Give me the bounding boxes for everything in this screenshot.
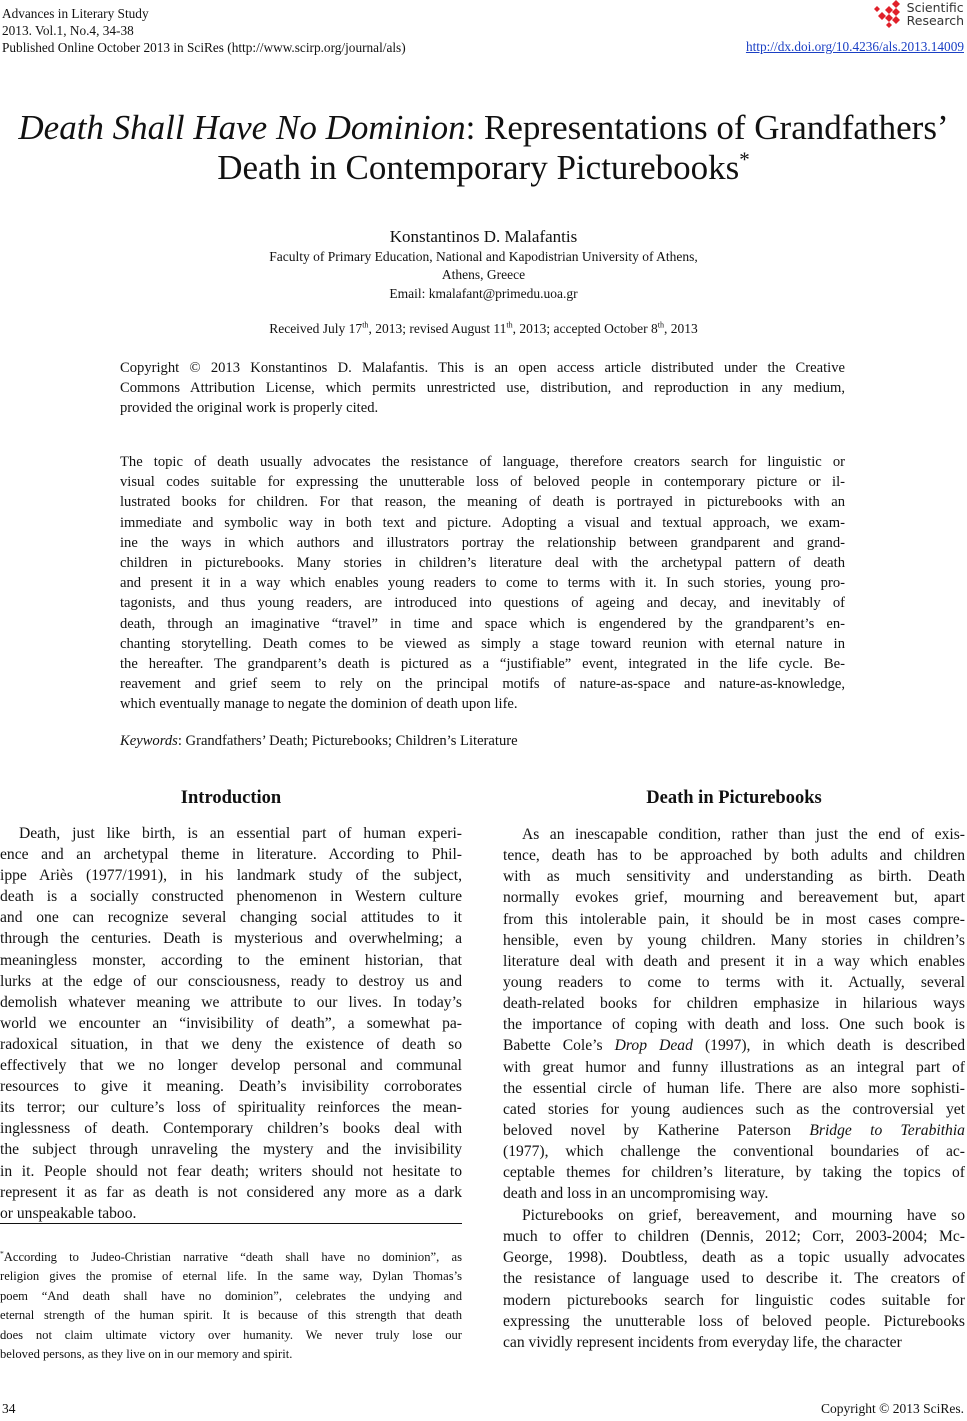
text-segment: cated stories for young audiences such as the controversial yet: [503, 1100, 965, 1118]
text-line: [503, 1290, 965, 1311]
text-line: [0, 1076, 462, 1097]
text-segment: ine the ways in which authors and illustrators portray the relationship between grandparent and grand-: [120, 534, 845, 551]
text-line: [120, 452, 845, 472]
text-segment: children in picturebooks. Many stories in children’s literature deal with the archetypal pattern of death: [120, 554, 845, 571]
text-segment: and present it in a way which enables young readers to come to terms with it. In such stories, young pro-: [120, 575, 845, 592]
text-segment: the subject through unraveling the mystery and the invisibility: [0, 1141, 462, 1159]
text-line: [503, 1141, 965, 1162]
text-segment: death is a socially constructed phenomenon in Western culture: [0, 888, 462, 906]
text-segment: the resistance of language used to describe it. The creators of: [503, 1270, 965, 1288]
text-line: [503, 824, 965, 845]
title-line2-text: Death in Contemporary Picturebooks: [217, 148, 740, 187]
book-title: Drop Dead: [614, 1037, 693, 1055]
text-segment: tence, death has to be approached by both adults and children: [503, 847, 965, 865]
title-rest: : Representations of Grandfathers’: [465, 108, 949, 147]
text-line: [0, 971, 462, 992]
text-segment: ippe Ariès (1977/1991), in his landmark study of the subject,: [0, 867, 462, 885]
text-segment: the essential circle of human life. There are also more sophisti-: [503, 1079, 965, 1097]
text-segment: does not claim ultimate victory over humanity. We never truly lose our: [0, 1327, 462, 1342]
text-line: [0, 1013, 462, 1034]
text-segment: According to Judeo-Christian narrative “death shall have no dominion”, as: [3, 1250, 462, 1264]
text-segment: Copyright © 2013 Konstantinos D. Malafantis. This is an open access article distributed under the Creative: [120, 360, 845, 376]
text-line: [0, 1161, 462, 1182]
published-online: Published Online October 2013 in SciRes (http://www.scirp.org/journal/als): [2, 40, 406, 55]
text-segment: Picturebooks on grief, bereavement, and mourning have so: [522, 1207, 965, 1224]
footer-copyright: Copyright © 2013 SciRes.: [820, 1401, 964, 1416]
paper-title-line2: [0, 148, 967, 188]
publisher-logo: [874, 0, 964, 28]
text-segment: ence and an archetypal theme in literature. According to Phil-: [0, 846, 462, 864]
text-segment: and one can recognize several changing social attitudes to it: [0, 909, 462, 927]
text-segment: beloved persons, as they live on in our memory and spirit.: [0, 1346, 293, 1361]
text-line: [0, 844, 462, 865]
text-line: [120, 513, 845, 533]
text-line: [120, 492, 845, 512]
accepted-text: , 2013; accepted October 8: [512, 321, 658, 336]
title-footnote-mark: *: [739, 147, 750, 172]
footnote: [0, 1248, 462, 1364]
text-line: [120, 634, 845, 654]
text-line: [0, 928, 462, 949]
paper-title-line1: [0, 108, 967, 148]
heading-death-in-picturebooks: Death in Picturebooks: [646, 788, 822, 808]
text-segment: reavement and grief seem to rely on the principal motifs of nature-as-space and nature-as-knowledge,: [120, 676, 845, 693]
text-segment: death, through an imaginative “travel” in time and space which is engendered by the grandparent’s en-: [120, 615, 845, 632]
author-name: Konstantinos D. Malafantis: [389, 227, 578, 246]
text-segment: death and loss in an uncompromising way.: [503, 1185, 769, 1203]
text-segment: Babette Cole’s: [503, 1037, 615, 1055]
text-line: [503, 1247, 965, 1268]
text-segment: much to offer to children (Dennis, 2012; Corr, 2003-2004; Mc-: [503, 1228, 965, 1246]
death-section-paragraph-2: [503, 1205, 965, 1353]
text-line: [0, 1326, 462, 1345]
text-segment: poem “And death shall have no dominion”, celebrates the undying and: [0, 1288, 462, 1303]
text-line: [0, 886, 462, 907]
text-segment: provided the original work is properly cited.: [120, 400, 379, 416]
text-segment: effectively that we no longer develop personal and communal: [0, 1057, 462, 1075]
revised-text: , 2013; revised August 11: [368, 321, 507, 336]
text-line: [503, 1035, 965, 1056]
affiliation-city: Athens, Greece: [441, 267, 526, 282]
text-line: [0, 1345, 462, 1364]
text-line: [0, 1182, 462, 1203]
text-line: [120, 553, 845, 573]
text-segment: can vividly represent incidents from everyday life, the character: [503, 1333, 902, 1351]
text-segment: chanting storytelling. Death comes to be viewed as simply a stage toward reunion with eternal nature in: [120, 635, 845, 652]
text-line: [0, 992, 462, 1013]
keywords-text: : Grandfathers’ Death; Picturebooks; Children’s Literature: [177, 733, 518, 749]
logo-text-scientific: Scientific: [906, 0, 964, 15]
text-line: [120, 472, 845, 492]
heading-introduction: Introduction: [180, 788, 282, 808]
text-line: [0, 1055, 462, 1076]
ordinal: th: [362, 320, 369, 330]
text-line: [503, 866, 965, 887]
text-segment: eternal strength of the human spirit. It is because of this strength that death: [0, 1308, 462, 1323]
text-line: [503, 1162, 965, 1183]
ordinal: th: [657, 320, 665, 330]
text-segment: The topic of death usually advocates the resistance of language, therefore creators search for linguistic or: [120, 454, 845, 470]
text-segment: meaningless monster, according to the eminent historian, that: [0, 951, 462, 969]
text-segment: world we encounter an “invisibility of death”, a somewhat pa-: [0, 1014, 462, 1032]
footnote-divider: [0, 1223, 462, 1224]
text-segment: with great humor and funny illustrations as an integral part of: [503, 1058, 965, 1076]
text-line: [503, 909, 965, 930]
text-line: [0, 1139, 462, 1160]
keywords: [120, 733, 518, 750]
text-line: [0, 907, 462, 928]
text-line: [503, 1099, 965, 1120]
text-segment: George, 1998). Doubtless, death as a topic usually advocates: [503, 1249, 965, 1267]
text-line: [120, 593, 845, 613]
text-segment: ceptable themes for children’s literature, by taking the topics of: [503, 1164, 965, 1182]
text-line: [503, 1311, 965, 1332]
text-segment: from this intolerable pain, it should be in most cases compre-: [503, 910, 965, 928]
text-segment: with as much sensitivity and understanding as birth. Death: [503, 868, 965, 886]
text-line: [503, 1268, 965, 1289]
text-segment: expressing the unutterable loss of beloved people. Picturebooks: [503, 1312, 965, 1330]
author-email: Email: kmalafant@primedu.uoa.gr: [389, 286, 578, 301]
text-segment: through the centuries. Death is mysterious and overwhelming; a: [0, 930, 462, 948]
text-segment: Death, just like birth, is an essential part of human experi-: [19, 825, 462, 842]
text-line: [503, 1078, 965, 1099]
doi-link[interactable]: http://dx.doi.org/10.4236/als.2013.14009: [745, 39, 964, 54]
text-line: [120, 398, 845, 418]
text-segment: (1977), which challenge the conventional boundaries of ac-: [503, 1143, 965, 1161]
ordinal: th: [506, 320, 513, 330]
text-line: [503, 951, 965, 972]
text-line: [0, 1248, 462, 1267]
affiliation: Faculty of Primary Education, National and Kapodistrian University of Athens,: [269, 249, 698, 264]
text-segment: literature deal with death and present it in a way which enables: [503, 952, 965, 970]
text-line: [503, 1014, 965, 1035]
text-line: [503, 1205, 965, 1226]
text-segment: Commons Attribution License, which permits unrestricted use, distribution, and reproduction in any medium,: [120, 380, 845, 396]
text-line: [0, 1118, 462, 1139]
text-line: [0, 1034, 462, 1055]
text-segment: beloved novel by Katherine Paterson: [503, 1121, 810, 1139]
text-segment: inglessness of death. Contemporary children’s books deal with: [0, 1120, 462, 1138]
text-line: [0, 1203, 462, 1224]
text-line: [503, 845, 965, 866]
copyright-notice: [120, 358, 845, 418]
journal-volume: 2013. Vol.1, No.4, 34-38: [2, 23, 134, 38]
keywords-label: Keywords: [120, 733, 178, 749]
text-segment: resources to give it meaning. Death’s invisibility corroborates: [0, 1078, 462, 1096]
text-segment: represent it as far as death is not considered any more as a dark: [0, 1183, 462, 1201]
diamond-cluster-icon: [874, 0, 904, 28]
book-title: Bridge to Terabithia: [809, 1121, 965, 1139]
text-line: [0, 1267, 462, 1286]
text-segment: the hereafter. The grandparent’s death is pictured as a “justifiable” event, integrated in the life cycle. Be-: [120, 655, 845, 672]
text-segment: lurks at the edge of our consciousness, ready to destroy us and: [0, 972, 462, 990]
footnote-mark: *: [0, 1248, 4, 1258]
text-segment: lustrated books for children. For that reason, the meaning of death is portrayed in picturebooks with an: [120, 494, 845, 511]
text-segment: young readers to come to terms with it. Actually, several: [503, 973, 965, 991]
text-line: [0, 950, 462, 971]
text-line: [503, 1057, 965, 1078]
text-line: [503, 1226, 965, 1247]
text-line: [120, 358, 845, 378]
text-segment: normally evokes grief, mourning and bereavement but, apart: [503, 889, 965, 907]
text-line: [120, 674, 845, 694]
text-line: [0, 1097, 462, 1118]
text-line: [503, 1183, 965, 1204]
text-segment: religion gives the promise of eternal life. In the same way, Dylan Thomas’s: [0, 1269, 462, 1284]
text-segment: visual codes suitable for expressing the unutterable loss of beloved people in contemporary picture or il-: [120, 474, 845, 491]
text-line: [0, 1306, 462, 1325]
text-line: [120, 573, 845, 593]
text-segment: As an inescapable condition, rather than just the end of exis-: [522, 826, 965, 843]
text-line: [503, 993, 965, 1014]
text-line: [0, 865, 462, 886]
text-segment: the importance of coping with death and loss. One such book is: [503, 1016, 965, 1034]
text-line: [503, 930, 965, 951]
journal-name: Advances in Literary Study: [2, 6, 149, 21]
text-segment: modern picturebooks search for linguistic codes suitable for: [503, 1291, 965, 1309]
text-segment: demolish whatever meaning we attribute to our lives. In today’s: [0, 993, 462, 1011]
text-line: [503, 887, 965, 908]
text-segment: which eventually manage to negate the dominion of death upon life.: [120, 696, 518, 713]
text-line: [120, 614, 845, 634]
text-segment: hensible, even by young children. Many stories in children’s: [503, 931, 965, 949]
logo-text-research: Research: [906, 13, 964, 28]
year-text: , 2013: [664, 321, 698, 336]
introduction-text: [0, 823, 462, 1224]
text-segment: its terror; our culture’s loss of spirituality reinforces the mean-: [0, 1099, 462, 1117]
abstract: [120, 452, 845, 714]
text-line: [503, 972, 965, 993]
text-line: [503, 1120, 965, 1141]
text-line: [0, 1287, 462, 1306]
text-segment: tagonists, and thus young readers, are introduced into questions of ageing and decay, and inevitably of: [120, 595, 845, 612]
text-line: [0, 823, 462, 844]
text-segment: radoxical situation, in that we deny the existence of death so: [0, 1035, 462, 1053]
page-number: 34: [2, 1401, 16, 1416]
death-section-paragraph-1: [503, 824, 965, 1205]
text-line: [120, 378, 845, 398]
text-segment: in it. People should not fear death; writers should not hesitate to: [0, 1162, 462, 1180]
text-segment: death-related books for children emphasize in hilarious ways: [503, 995, 965, 1013]
text-segment: or unspeakable taboo.: [0, 1204, 137, 1222]
text-segment: (1997), in which death is described: [692, 1037, 965, 1055]
text-segment: immediate and symbolic way in both text and picture. Adopting a visual and textual approach, we exam-: [120, 514, 845, 531]
text-line: [120, 654, 845, 674]
received-dates: [0, 321, 967, 337]
title-italic: Death Shall Have No Dominion: [18, 108, 466, 147]
received-text: Received July 17: [269, 321, 363, 336]
text-line: [120, 694, 845, 714]
text-line: [503, 1332, 965, 1353]
text-line: [120, 533, 845, 553]
